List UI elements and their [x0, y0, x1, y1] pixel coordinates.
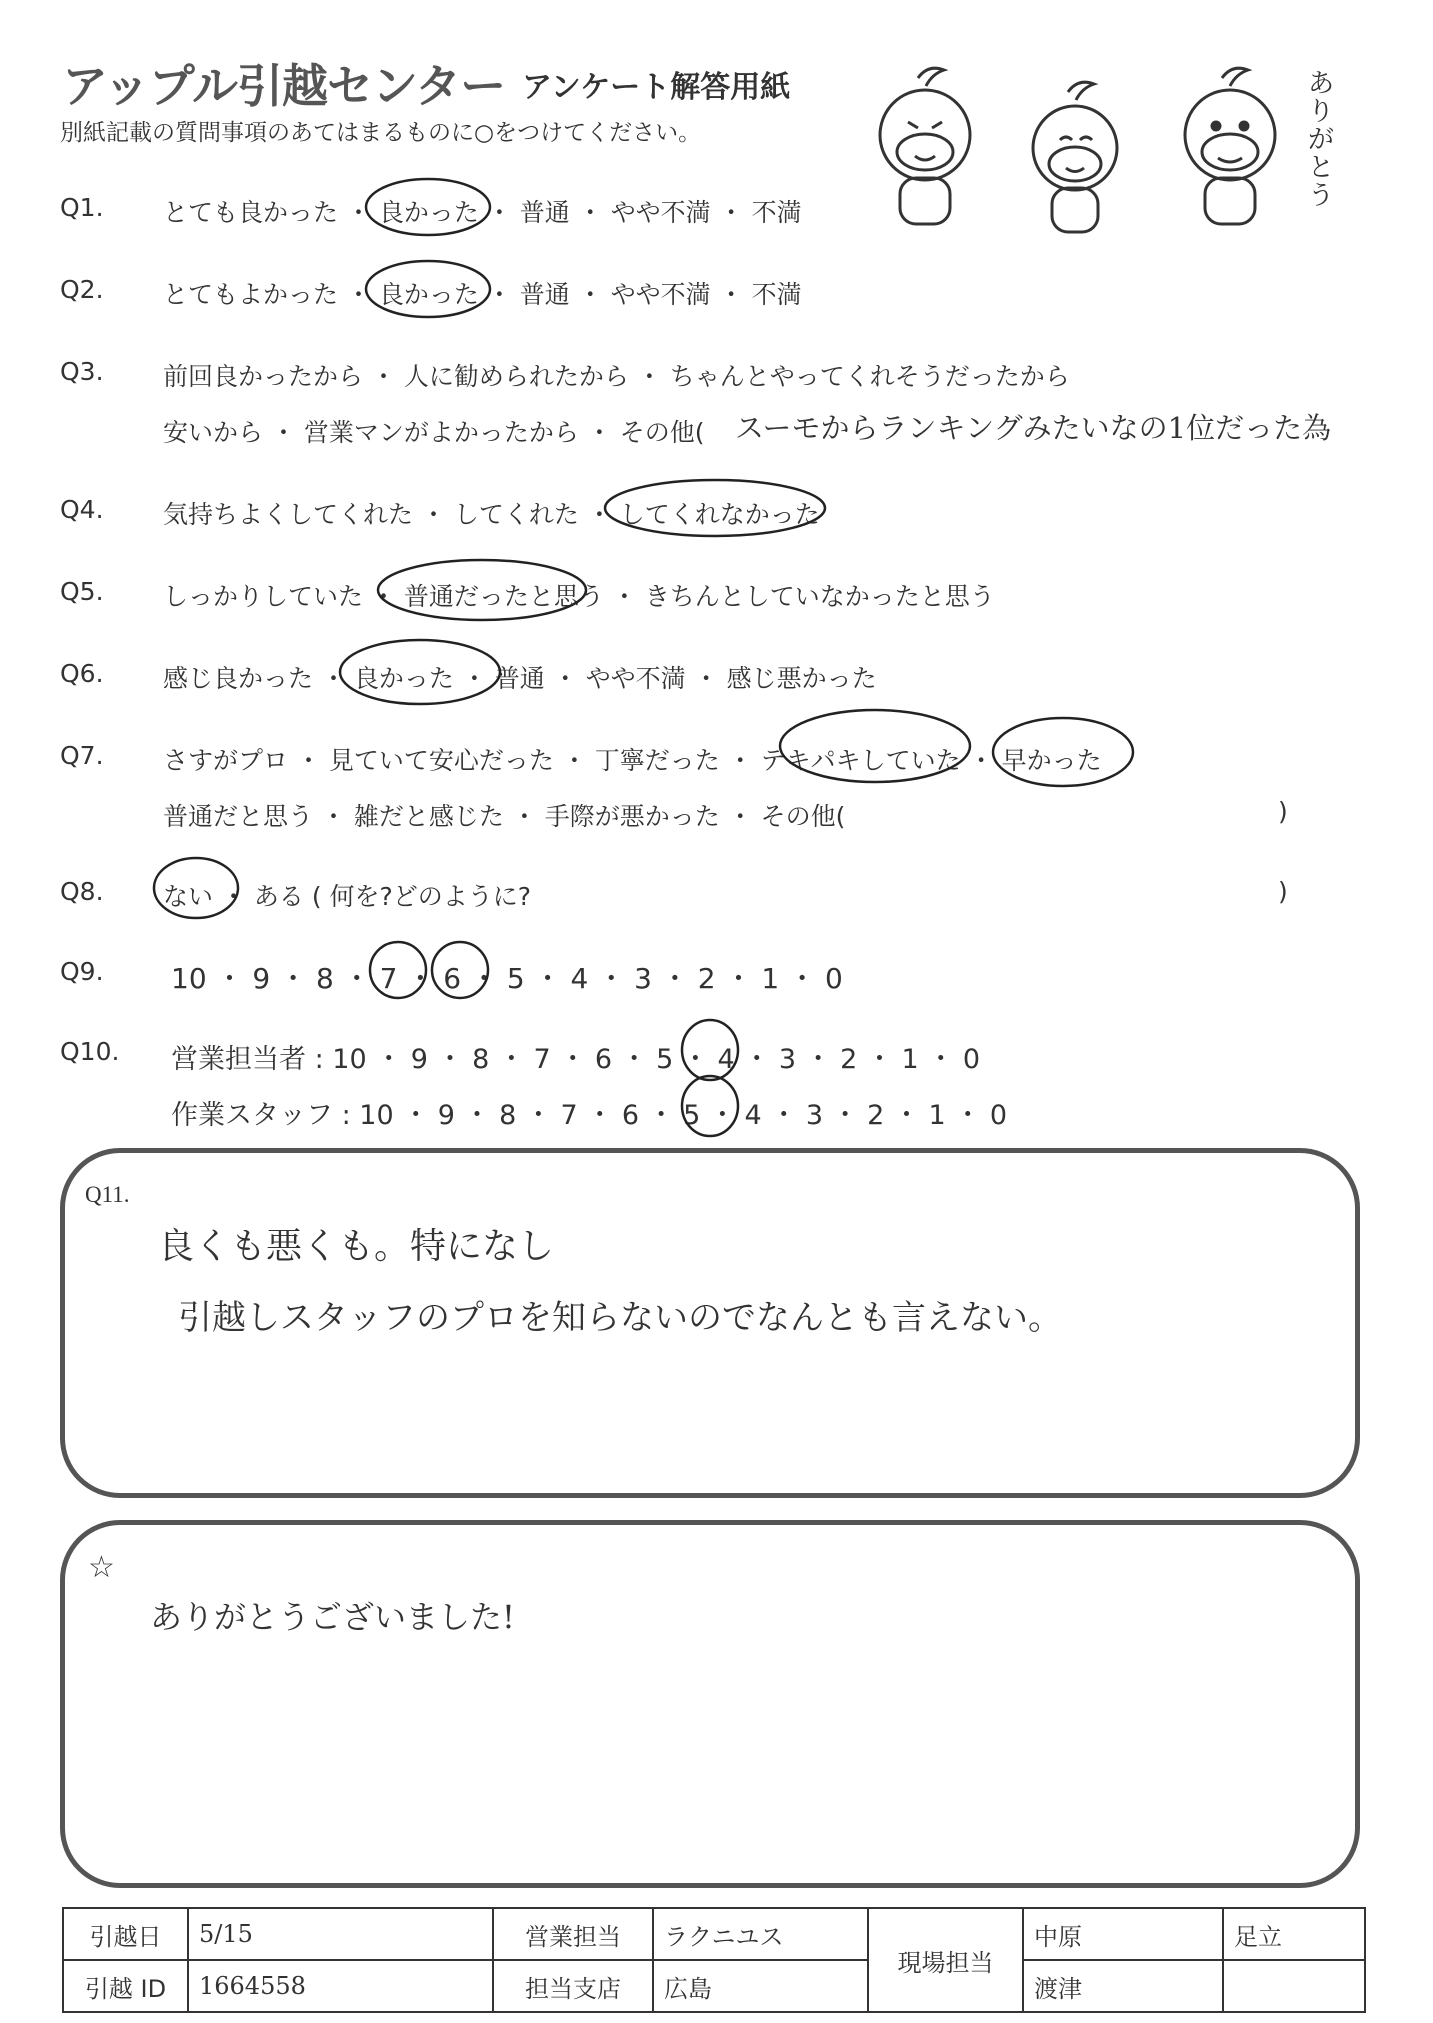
monkey-icon-1 [880, 68, 970, 224]
q1-options: とても良かった ・ 良かった ・ 普通 ・ やや不満 ・ 不満 [163, 198, 802, 227]
site-label: 現場担当 [868, 1908, 1023, 2012]
q2-label: Q2. [60, 275, 104, 304]
q9-label: Q9. [60, 957, 104, 986]
site-value-4 [1223, 1960, 1365, 2012]
q3-label: Q3. [60, 357, 104, 386]
q8-close-paren: ) [1278, 877, 1288, 906]
form-subtitle: アンケート解答用紙 [522, 70, 791, 105]
branch-label: 担当支店 [493, 1960, 653, 2012]
q3-options-line1: 前回良かったから ・ 人に勧められたから ・ ちゃんとやってくれそうだったから [163, 362, 1070, 391]
q7-options-line2: 普通だと思う ・ 雑だと感じた ・ 手際が悪かった ・ その他( [163, 802, 846, 831]
q11-comment-line2: 引越しスタッフのプロを知らないのでなんとも言えない。 [178, 1298, 1062, 1338]
mascot-caption: ありがとう [1308, 69, 1335, 211]
mascot-illustration [830, 60, 1350, 240]
monkey-icon-2 [1033, 82, 1117, 232]
instruction-text: 別紙記載の質問事項のあてはまるものに○をつけてください。 [60, 120, 702, 146]
q8-label: Q8. [60, 877, 104, 906]
sales-value: ラクニユス [653, 1908, 868, 1960]
q3-other-answer: スーモからランキングみたいなの1位だった為 [735, 411, 1332, 445]
monkey-icon-3 [1185, 68, 1275, 224]
q7-label: Q7. [60, 741, 104, 770]
q9-scale: 10 ・ 9 ・ 8 ・ 7 ・ 6 ・ 5 ・ 4 ・ 3 ・ 2 ・ 1 ・ 0 [171, 962, 843, 995]
q5-options: しっかりしていた ・ 普通だったと思う ・ きちんとしていなかったと思う [163, 582, 995, 611]
star-comment-text: ありがとうございました! [150, 1598, 515, 1636]
move-date-value: 5/15 [188, 1908, 493, 1960]
q7-options-line1: さすがプロ ・ 見ていて安心だった ・ 丁寧だった ・ テキパキしていた ・ 早かった [163, 746, 1102, 775]
sales-label: 営業担当 [493, 1908, 653, 1960]
q4-label: Q4. [60, 495, 104, 524]
move-id-value: 1664558 [188, 1960, 493, 2012]
q6-options: 感じ良かった ・ 良かった ・ 普通 ・ やや不満 ・ 感じ悪かった [163, 664, 877, 693]
q1-label: Q1. [60, 193, 104, 222]
move-id-label: 引越 ID [63, 1960, 188, 2012]
q11-box-label: Q11. [85, 1182, 130, 1207]
star-box-label: ☆ [88, 1551, 115, 1584]
site-value-1: 中原 [1023, 1908, 1223, 1960]
move-date-label: 引越日 [63, 1908, 188, 1960]
branch-value: 広島 [653, 1960, 868, 2012]
site-value-3: 渡津 [1023, 1960, 1223, 2012]
q11-comment-line1: 良くも悪くも。特になし [158, 1226, 555, 1267]
q2-options: とてもよかった ・ 良かった ・ 普通 ・ やや不満 ・ 不満 [163, 280, 802, 309]
company-brand: アップル引越センター [62, 59, 506, 113]
q5-label: Q5. [60, 577, 104, 606]
q7-close-paren: ) [1278, 797, 1288, 826]
q10-staff-scale: 作業スタッフ : 10 ・ 9 ・ 8 ・ 7 ・ 6 ・ 5 ・ 4 ・ 3 ・ 2 ・ 1 ・ 0 [171, 1100, 1008, 1131]
q10-label: Q10. [60, 1037, 120, 1066]
q6-label: Q6. [60, 659, 104, 688]
q3-options-line2: 安いから ・ 営業マンがよかったから ・ その他( [163, 418, 705, 447]
star-comment-box [60, 1520, 1360, 1888]
footer-table [62, 1907, 1366, 2013]
site-value-2: 足立 [1223, 1908, 1365, 1960]
q10-sales-scale: 営業担当者 : 10 ・ 9 ・ 8 ・ 7 ・ 6 ・ 5 ・ 4 ・ 3 ・ 2 ・ 1 ・ 0 [171, 1044, 981, 1075]
q8-options: ない ・ ある ( 何を?どのように? [163, 882, 532, 911]
q4-options: 気持ちよくしてくれた ・ してくれた ・ してくれなかった [163, 500, 820, 529]
